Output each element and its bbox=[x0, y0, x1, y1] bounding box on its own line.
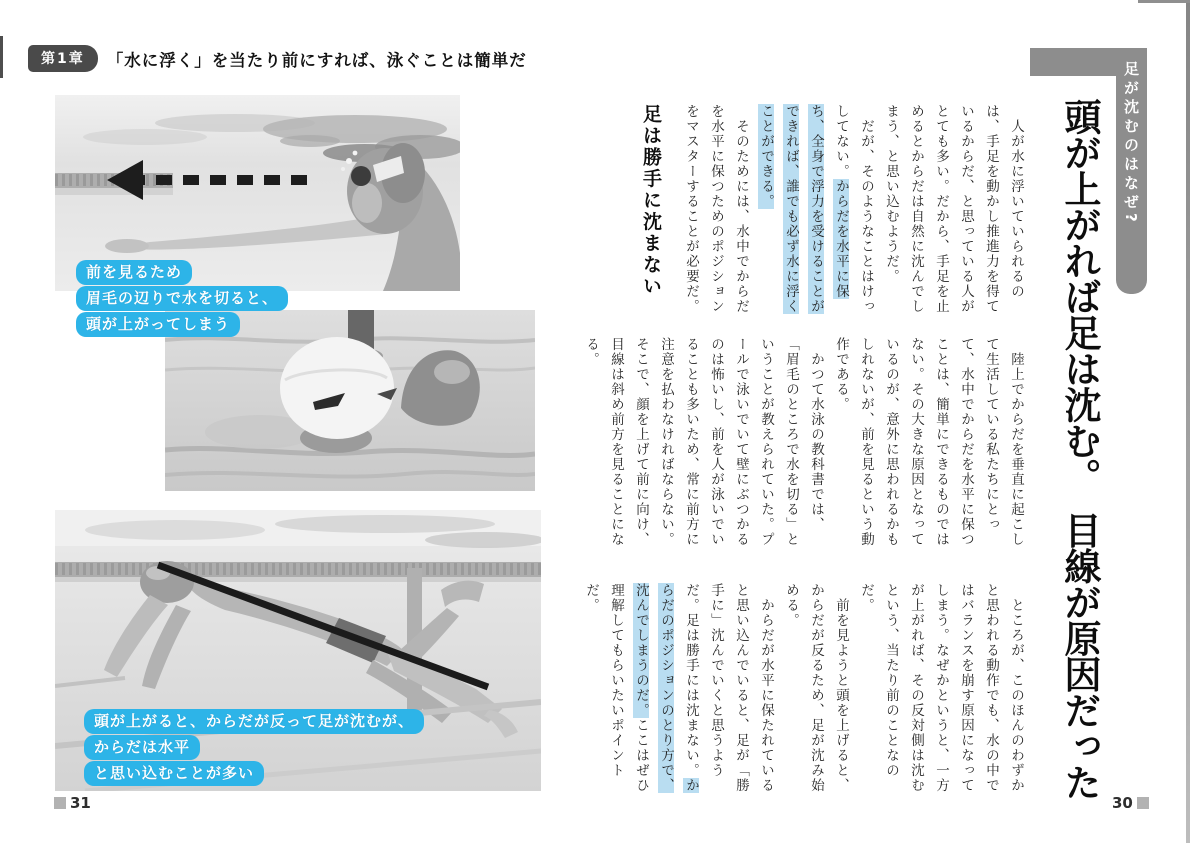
caption-line: 眉毛の辺りで水を切ると、 bbox=[76, 286, 288, 311]
page-number-value: 31 bbox=[70, 794, 91, 812]
page-number-square-icon bbox=[54, 797, 66, 809]
highlighted-text: からだのポジションのとり方で、沈んでしまうのだ。 bbox=[633, 583, 699, 793]
page-edge-right bbox=[1186, 0, 1190, 843]
body-text-band-2 bbox=[578, 337, 1028, 551]
page-number-left bbox=[54, 794, 91, 812]
caption-bottom bbox=[84, 709, 424, 787]
paragraph bbox=[578, 337, 828, 551]
page-edge-left bbox=[0, 36, 3, 78]
lane-rope bbox=[55, 562, 541, 582]
caption-line: と思い込むことが多い bbox=[84, 761, 264, 786]
body-text: からだが水平に保たれていると思い込んでいると、足が「勝手に」沈んでいくと思うようだ。足は勝手には沈まない。 bbox=[683, 583, 774, 793]
paragraph bbox=[678, 104, 753, 318]
section-tab bbox=[1116, 48, 1147, 294]
body-text: だが、そのようなことはけっしてない。 bbox=[833, 104, 874, 314]
subheading: 足は勝手に沈まない bbox=[640, 104, 662, 298]
page-number-right bbox=[1112, 794, 1149, 812]
caption-top bbox=[76, 260, 288, 338]
body-text: ここはぜひ理解してもらいたいポイントだ。 bbox=[583, 583, 649, 793]
paragraph bbox=[853, 583, 1028, 795]
page-number-value: 30 bbox=[1112, 794, 1133, 812]
page-edge-top bbox=[1138, 0, 1190, 3]
paragraph bbox=[753, 104, 878, 318]
body-text: 人が水に浮いていられるのは、手足を動かし推進力を得ているからだ、と思っている人がとても多い。だから、手足を止めるとからだは自然に沈んでしまう、と思い込むようだ。 bbox=[883, 104, 1024, 314]
chapter-title: 「水に浮く」を当たり前にすれば、泳ぐことは簡単だ bbox=[106, 50, 527, 70]
body-text-band-1 bbox=[634, 104, 1028, 318]
paragraph bbox=[778, 583, 853, 795]
body-text: 前を見ようと頭を上げると、からだが反るため、足が沈み始める。 bbox=[783, 583, 849, 793]
caption-line: からだは水平 bbox=[84, 735, 200, 760]
chapter-badge: 第1章 bbox=[28, 45, 98, 72]
section-tab-label: 足が沈むのはなぜ? bbox=[1122, 61, 1140, 226]
paragraph bbox=[828, 337, 1028, 551]
body-text: そのためには、水中でからだを水平に保つためのポジションをマスターすることが必要だ。 bbox=[683, 104, 749, 314]
water-surface-reflections bbox=[55, 510, 541, 548]
caption-line: 頭が上がってしまう bbox=[76, 312, 240, 337]
body-text-band-3 bbox=[578, 583, 1028, 795]
highlighted-text: からだを水平に保ち、全身で浮力を受けることができれば、誰でも必ず水に浮くことができる。 bbox=[758, 104, 849, 314]
paragraph bbox=[578, 583, 778, 795]
caption-line: 前を見るため bbox=[76, 260, 192, 285]
body-text: ところが、このほんのわずかと思われる動作でも、水の中ではバランスを崩す原因になってしまう。なぜかというと、一方が上がれば、その反対側は沈むという、当たり前のことなのだ。 bbox=[858, 583, 1024, 793]
paragraph bbox=[878, 104, 1028, 318]
chapter-header bbox=[28, 45, 527, 72]
caption-line: 頭が上がると、からだが反って足が沈むが、 bbox=[84, 709, 424, 734]
page-number-square-icon bbox=[1137, 797, 1149, 809]
headline: 頭が上がれば足は沈む。 目線が原因だった bbox=[1058, 98, 1101, 800]
body-text: 陸上でからだを垂直に起こして生活している私たちにとって、水中でからだを水平に保つことは、簡単にできるものではない。その大きな原因となっているのが、意外に思われるかもしれないが、前を見るという動作である。 bbox=[833, 337, 1024, 547]
body-text: かつて水泳の教科書では、「眉毛のところで水を切る」ということが教えられていた。プールで泳いでいて壁にぶつかるのは怖いし、前を人が泳いでいることも多いため、常に前方に注意を払わなければならない。そこで、顔を上げて前に向け、目線は斜め前方を見ることになる。 bbox=[583, 337, 824, 547]
